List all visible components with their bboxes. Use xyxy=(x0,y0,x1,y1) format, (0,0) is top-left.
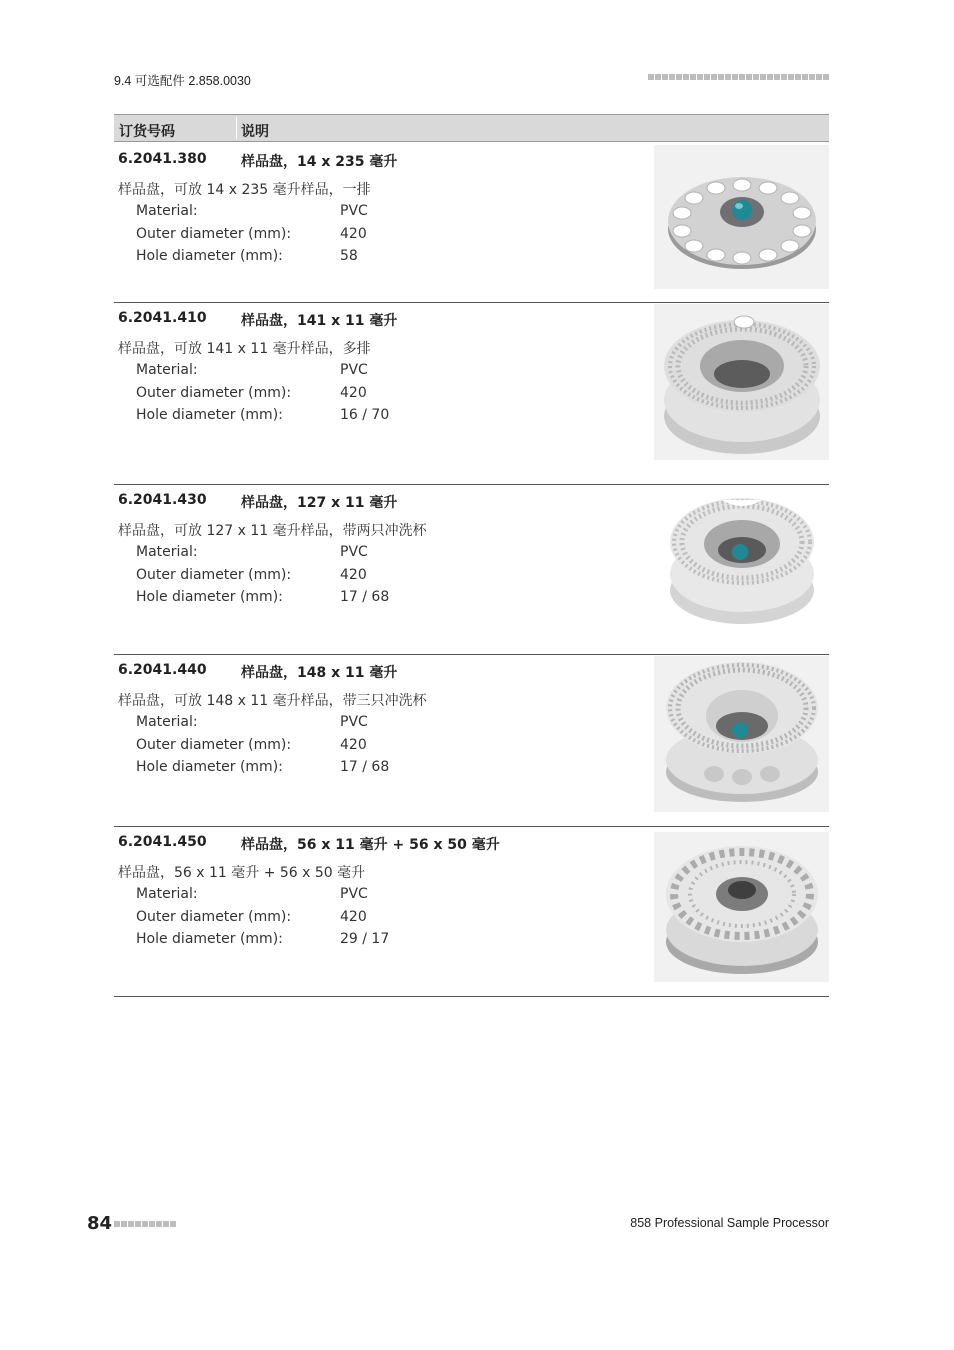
decor-square xyxy=(121,1221,127,1227)
item-description: 样品盘，可放 127 x 11 毫升样品，带两只冲洗杯 xyxy=(118,523,427,539)
column-header-description: 说明 xyxy=(241,124,269,140)
property-value: 420 xyxy=(340,736,367,753)
property-row xyxy=(136,737,456,760)
accessory-item xyxy=(114,302,829,485)
column-separator xyxy=(236,117,237,139)
item-title: 样品盘，141 x 11 毫升 xyxy=(241,313,398,329)
property-key: Outer diameter (mm): xyxy=(136,225,292,242)
decor-square xyxy=(753,74,759,80)
item-description: 样品盘，可放 14 x 235 毫升样品，一排 xyxy=(118,182,371,198)
decor-square xyxy=(816,74,822,80)
item-title: 样品盘，127 x 11 毫升 xyxy=(241,495,398,511)
property-row xyxy=(136,589,456,612)
property-key: Material: xyxy=(136,886,198,902)
property-value: 420 xyxy=(340,566,367,583)
property-row xyxy=(136,362,456,385)
decor-square xyxy=(655,74,661,80)
column-header-order-number: 订货号码 xyxy=(119,124,175,140)
decor-square xyxy=(711,74,717,80)
property-value: 17 / 68 xyxy=(340,759,390,775)
decor-square xyxy=(704,74,710,80)
property-key: Hole diameter (mm): xyxy=(136,931,283,947)
sample-rack-photo xyxy=(654,656,829,812)
product-name: 858 Professional Sample Processor xyxy=(630,1216,829,1230)
property-list xyxy=(136,362,456,430)
decor-square xyxy=(725,74,731,80)
decor-square xyxy=(163,1221,169,1227)
sample-rack-56-56-illustration xyxy=(654,832,829,982)
property-key: Outer diameter (mm): xyxy=(136,908,292,925)
table-header xyxy=(114,114,829,142)
property-row xyxy=(136,203,456,226)
property-key: Outer diameter (mm): xyxy=(136,566,292,583)
decor-square xyxy=(648,74,654,80)
property-row xyxy=(136,248,456,271)
decor-square xyxy=(718,74,724,80)
decor-square xyxy=(802,74,808,80)
sample-rack-photo xyxy=(654,486,829,630)
decor-square xyxy=(746,74,752,80)
property-row xyxy=(136,226,456,249)
property-list xyxy=(136,886,456,954)
decor-square xyxy=(156,1221,162,1227)
property-list xyxy=(136,203,456,271)
order-code: 6.2041.410 xyxy=(118,310,207,326)
property-value: PVC xyxy=(340,886,368,902)
sample-rack-127-illustration xyxy=(654,486,829,630)
property-row xyxy=(136,544,456,567)
item-description: 样品盘，可放 148 x 11 毫升样品，带三只冲洗杯 xyxy=(118,693,427,709)
property-value: 29 / 17 xyxy=(340,931,390,947)
decor-square xyxy=(767,74,773,80)
property-row xyxy=(136,759,456,782)
decor-square xyxy=(662,74,668,80)
decor-square xyxy=(795,74,801,80)
sample-rack-photo xyxy=(654,304,829,460)
property-key: Material: xyxy=(136,714,198,730)
accessory-item xyxy=(114,826,829,997)
sample-rack-14-illustration xyxy=(654,145,829,289)
accessory-item xyxy=(114,143,829,303)
property-value: PVC xyxy=(340,714,368,730)
property-key: Outer diameter (mm): xyxy=(136,736,292,753)
item-title: 样品盘，14 x 235 毫升 xyxy=(241,154,398,170)
property-value: 420 xyxy=(340,384,367,401)
decor-square xyxy=(683,74,689,80)
decor-square xyxy=(788,74,794,80)
property-row xyxy=(136,909,456,932)
property-key: Outer diameter (mm): xyxy=(136,384,292,401)
decor-square xyxy=(128,1221,134,1227)
property-value: 16 / 70 xyxy=(340,407,390,423)
decor-square xyxy=(823,74,829,80)
property-value: PVC xyxy=(340,203,368,219)
property-key: Material: xyxy=(136,203,198,219)
property-value: PVC xyxy=(340,544,368,560)
sample-rack-photo xyxy=(654,145,829,289)
decor-square xyxy=(149,1221,155,1227)
decor-square xyxy=(760,74,766,80)
sample-rack-148-illustration xyxy=(654,656,829,812)
order-code: 6.2041.380 xyxy=(118,151,207,167)
property-list xyxy=(136,714,456,782)
decor-square xyxy=(697,74,703,80)
footer-decor-squares xyxy=(114,1221,176,1227)
property-value: 58 xyxy=(340,248,358,264)
running-header-section: 9.4 可选配件 2.858.0030 xyxy=(114,74,251,88)
decor-square xyxy=(676,74,682,80)
property-list xyxy=(136,544,456,612)
decor-square xyxy=(809,74,815,80)
header-decor-squares xyxy=(648,74,829,80)
order-code: 6.2041.430 xyxy=(118,492,207,508)
sample-rack-photo xyxy=(654,832,829,982)
property-row xyxy=(136,407,456,430)
decor-square xyxy=(114,1221,120,1227)
property-key: Hole diameter (mm): xyxy=(136,248,283,264)
decor-square xyxy=(739,74,745,80)
property-key: Hole diameter (mm): xyxy=(136,407,283,423)
accessory-item xyxy=(114,484,829,655)
property-value: PVC xyxy=(340,362,368,378)
property-row xyxy=(136,931,456,954)
property-key: Material: xyxy=(136,544,198,560)
order-code: 6.2041.450 xyxy=(118,834,207,850)
item-title: 样品盘，56 x 11 毫升 + 56 x 50 毫升 xyxy=(241,837,500,853)
decor-square xyxy=(781,74,787,80)
decor-square xyxy=(669,74,675,80)
accessory-item xyxy=(114,654,829,827)
property-row xyxy=(136,567,456,590)
property-key: Hole diameter (mm): xyxy=(136,759,283,775)
decor-square xyxy=(690,74,696,80)
property-row xyxy=(136,385,456,408)
decor-square xyxy=(774,74,780,80)
property-key: Material: xyxy=(136,362,198,378)
decor-square xyxy=(732,74,738,80)
property-key: Hole diameter (mm): xyxy=(136,589,283,605)
item-description: 样品盘，可放 141 x 11 毫升样品，多排 xyxy=(118,341,371,357)
property-value: 17 / 68 xyxy=(340,589,390,605)
property-value: 420 xyxy=(340,225,367,242)
sample-rack-141-illustration xyxy=(654,304,829,460)
page-number: 84 xyxy=(87,1213,113,1234)
decor-square xyxy=(142,1221,148,1227)
order-code: 6.2041.440 xyxy=(118,662,207,678)
property-row xyxy=(136,714,456,737)
item-description: 样品盘，56 x 11 毫升 + 56 x 50 毫升 xyxy=(118,865,366,881)
decor-square xyxy=(170,1221,176,1227)
property-value: 420 xyxy=(340,908,367,925)
decor-square xyxy=(135,1221,141,1227)
item-title: 样品盘，148 x 11 毫升 xyxy=(241,665,398,681)
property-row xyxy=(136,886,456,909)
